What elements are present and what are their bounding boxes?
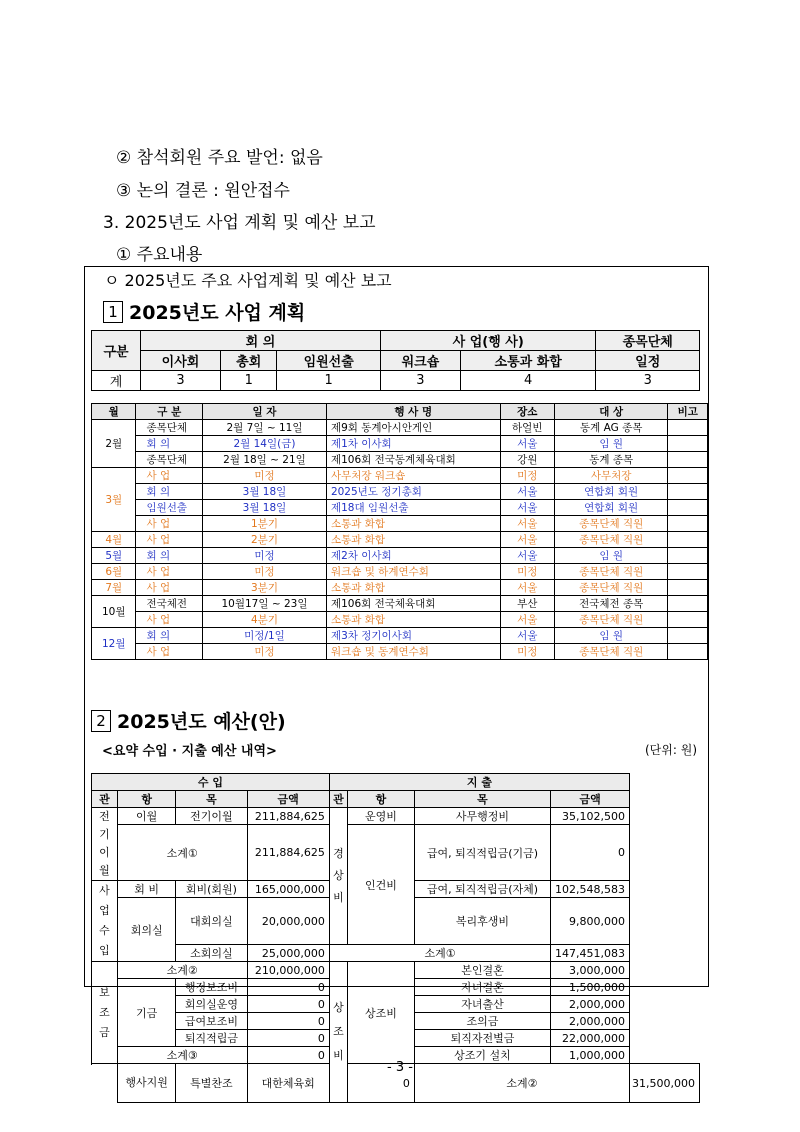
hang-iwol: 이월 <box>117 808 175 825</box>
amount: 0 <box>348 1064 415 1103</box>
schedule-row <box>92 484 708 500</box>
schedule-date: 3분기 <box>203 580 327 596</box>
schedule-row <box>92 596 708 612</box>
schedule-date: 2월 14일(금) <box>203 436 327 452</box>
schedule-header: 행 사 명 <box>326 404 500 420</box>
amount: 165,000,000 <box>247 881 329 898</box>
schedule-name: 제3차 정기이사회 <box>326 628 500 644</box>
schedule-note <box>668 532 708 548</box>
budget-table <box>91 773 700 1103</box>
month-cell: 4월 <box>92 532 136 548</box>
hang-teukbyeol: 특별찬조 <box>176 1064 247 1103</box>
schedule-target: 종목단체 직원 <box>554 580 668 596</box>
schedule-note <box>668 436 708 452</box>
month-cell: 3월 <box>92 468 136 532</box>
amount: 35,102,500 <box>551 808 630 825</box>
gwan-sangjo: 상조비 <box>329 962 347 1103</box>
schedule-place: 하얼빈 <box>500 420 554 436</box>
schedule-name: 소통과 화합 <box>326 516 500 532</box>
schedule-place: 서울 <box>500 532 554 548</box>
schedule-date: 2월 18일 ~ 21일 <box>203 452 327 468</box>
mok-daehoe: 대회의실 <box>176 898 247 945</box>
schedule-name: 제2차 이사회 <box>326 548 500 564</box>
schedule-place: 미정 <box>500 468 554 484</box>
col-hang: 항 <box>348 791 415 808</box>
hang-ingeon: 인건비 <box>348 825 415 945</box>
amount: 0 <box>551 825 630 881</box>
schedule-name: 사무처장 워크숍 <box>326 468 500 484</box>
mok-janyeo-g: 자녀결혼 <box>414 979 550 996</box>
schedule-target: 연합회 회원 <box>554 500 668 516</box>
month-cell: 7월 <box>92 580 136 596</box>
gwan-gyeongsang: 경상비 <box>329 808 347 945</box>
schedule-row <box>92 500 708 516</box>
schedule-table <box>91 403 708 660</box>
schedule-note <box>668 564 708 580</box>
schedule-header: 대 상 <box>554 404 668 420</box>
mok-geup-gigeum: 급여, 퇴직적립금(기금) <box>414 825 550 881</box>
schedule-place: 미정 <box>500 564 554 580</box>
attendee-remarks: ② 참석회원 주요 발언: 없음 <box>116 148 323 168</box>
schedule-name: 제1차 이사회 <box>326 436 500 452</box>
mok-hoeuisil-un: 회의실운영 <box>176 996 247 1013</box>
schedule-date: 10월17일 ~ 23일 <box>203 596 327 612</box>
amount: 1,000,000 <box>551 1047 630 1064</box>
schedule-date: 4분기 <box>203 612 327 628</box>
schedule-type: 사 업 <box>136 532 203 548</box>
schedule-place: 서울 <box>500 548 554 564</box>
schedule-name: 소통과 화합 <box>326 612 500 628</box>
mok-sangjogi: 상조기 설치 <box>414 1047 550 1064</box>
amount: 0 <box>247 996 329 1013</box>
schedule-type: 종목단체 <box>136 420 203 436</box>
section1-number: 1 <box>103 301 123 323</box>
sub-header: 임원선출 <box>277 351 381 371</box>
amount: 0 <box>247 1030 329 1047</box>
schedule-type: 사 업 <box>136 612 203 628</box>
mok-bokri: 복리후생비 <box>414 898 550 945</box>
schedule-type: 회 의 <box>136 436 203 452</box>
schedule-row <box>92 628 708 644</box>
schedule-note <box>668 420 708 436</box>
schedule-date: 2월 7일 ~ 11일 <box>203 420 327 436</box>
schedule-row <box>92 612 708 628</box>
schedule-row <box>92 644 708 660</box>
schedule-target: 임 원 <box>554 548 668 564</box>
schedule-type: 사 업 <box>136 468 203 484</box>
schedule-header: 구 분 <box>136 404 203 420</box>
expense-subtotal: 소계① <box>329 945 550 962</box>
schedule-type: 사 업 <box>136 580 203 596</box>
schedule-row <box>92 532 708 548</box>
budget-summary-title: <요약 수입 · 지출 예산 내역> <box>102 744 277 759</box>
amount: 0 <box>247 1013 329 1030</box>
schedule-note <box>668 516 708 532</box>
agenda-heading: 3. 2025년도 사업 계획 및 예산 보고 <box>103 213 376 233</box>
mok-samu: 사무행정비 <box>414 808 550 825</box>
month-cell: 12월 <box>92 628 136 660</box>
total-value: 3 <box>141 371 221 391</box>
schedule-note <box>668 580 708 596</box>
schedule-place: 서울 <box>500 484 554 500</box>
schedule-place: 서울 <box>500 500 554 516</box>
month-cell: 6월 <box>92 564 136 580</box>
business-summary-table <box>91 330 700 391</box>
col-mok: 목 <box>414 791 550 808</box>
schedule-note <box>668 468 708 484</box>
schedule-note <box>668 548 708 564</box>
schedule-date: 3월 18일 <box>203 500 327 516</box>
section1-heading <box>103 298 305 325</box>
schedule-row <box>92 452 708 468</box>
hang-unyeong: 운영비 <box>348 808 415 825</box>
sub-header: 소통과 화합 <box>460 351 596 371</box>
sub-header: 총회 <box>220 351 276 371</box>
meeting-header: 회 의 <box>141 331 381 351</box>
schedule-date: 미정 <box>203 548 327 564</box>
schedule-note <box>668 452 708 468</box>
gubun-header: 구분 <box>92 331 141 371</box>
section2-number: 2 <box>91 710 111 732</box>
amount: 211,884,625 <box>247 808 329 825</box>
schedule-row <box>92 420 708 436</box>
subtotal: 소계① <box>117 825 247 881</box>
col-hang: 항 <box>117 791 175 808</box>
mok-daehan: 대한체육회 <box>247 1064 329 1103</box>
amount: 102,548,583 <box>551 881 630 898</box>
amount: 1,500,000 <box>551 979 630 996</box>
schedule-target: 연합회 회원 <box>554 484 668 500</box>
schedule-target: 전국체전 종목 <box>554 596 668 612</box>
amount: 210,000,000 <box>247 962 329 979</box>
gwan-bojo: 보조금 <box>92 962 118 1064</box>
schedule-type: 임원선출 <box>136 500 203 516</box>
hang-hoebi: 회 비 <box>117 881 175 898</box>
schedule-name: 제18대 임원선출 <box>326 500 500 516</box>
schedule-date: 미정/1일 <box>203 628 327 644</box>
schedule-place: 서울 <box>500 436 554 452</box>
schedule-type: 회 의 <box>136 484 203 500</box>
amount: 31,500,000 <box>630 1064 700 1103</box>
schedule-row <box>92 516 708 532</box>
schedule-note <box>668 644 708 660</box>
col-gwan: 관 <box>92 791 118 808</box>
section2-heading <box>91 707 286 734</box>
col-mok: 목 <box>176 791 247 808</box>
schedule-date: 3월 18일 <box>203 484 327 500</box>
mok-toejik: 퇴직적립금 <box>176 1030 247 1047</box>
month-cell: 5월 <box>92 548 136 564</box>
gwan-saeop: 사업수입 <box>92 881 118 962</box>
schedule-row <box>92 580 708 596</box>
schedule-type: 회 의 <box>136 628 203 644</box>
amount: 2,000,000 <box>551 996 630 1013</box>
mok-hoebi: 회비(회원) <box>176 881 247 898</box>
total-label: 계 <box>92 371 141 391</box>
page-number: - 3 - <box>387 1060 413 1075</box>
schedule-place: 서울 <box>500 516 554 532</box>
schedule-name: 2025년도 정기총회 <box>326 484 500 500</box>
schedule-target: 동계 AG 종목 <box>554 420 668 436</box>
schedule-type: 사 업 <box>136 564 203 580</box>
schedule-place: 강원 <box>500 452 554 468</box>
schedule-place: 미정 <box>500 644 554 660</box>
amount: 9,800,000 <box>551 898 630 945</box>
gwan-jeongi: 전기이월 <box>92 808 118 881</box>
schedule-target: 종목단체 직원 <box>554 612 668 628</box>
amount: 20,000,000 <box>247 898 329 945</box>
total-value: 1 <box>220 371 276 391</box>
schedule-target: 종목단체 직원 <box>554 564 668 580</box>
schedule-note <box>668 500 708 516</box>
total-value: 3 <box>380 371 460 391</box>
expense-subtotal: 소계② <box>414 1064 629 1103</box>
schedule-target: 동계 종목 <box>554 452 668 468</box>
mok-bonin: 본인결혼 <box>414 962 550 979</box>
schedule-name: 워크숍 및 하계연수회 <box>326 564 500 580</box>
hang-gigeum: 기금 <box>117 979 175 1047</box>
amount: 0 <box>247 1047 329 1064</box>
hang-hoeuisil: 회의실 <box>117 898 175 962</box>
unit-label: (단위: 원) <box>645 743 697 757</box>
mok-joui: 조의금 <box>414 1013 550 1030</box>
mok-haengjeong: 행정보조비 <box>176 979 247 996</box>
col-amount: 금액 <box>551 791 630 808</box>
schedule-place: 서울 <box>500 580 554 596</box>
schedule-type: 전국체전 <box>136 596 203 612</box>
total-value: 4 <box>460 371 596 391</box>
amount: 211,884,625 <box>247 825 329 881</box>
schedule-type: 사 업 <box>136 644 203 660</box>
schedule-type: 사 업 <box>136 516 203 532</box>
mok-sohoe: 소회의실 <box>176 945 247 962</box>
gwan-haengsa: 행사지원 <box>117 1064 175 1103</box>
month-cell: 2월 <box>92 420 136 468</box>
schedule-place: 서울 <box>500 628 554 644</box>
mok-jeongi: 전기이월 <box>176 808 247 825</box>
amount: 3,000,000 <box>551 962 630 979</box>
mok-geupyeo: 급여보조비 <box>176 1013 247 1030</box>
schedule-type: 종목단체 <box>136 452 203 468</box>
schedule-type: 회 의 <box>136 548 203 564</box>
sub-header: 이사회 <box>141 351 221 371</box>
schedule-header: 월 <box>92 404 136 420</box>
schedule-date: 2분기 <box>203 532 327 548</box>
schedule-target: 종목단체 직원 <box>554 644 668 660</box>
discussion-result: ③ 논의 결론 : 원안접수 <box>116 181 290 201</box>
schedule-name: 제106회 전국체육대회 <box>326 596 500 612</box>
schedule-target: 종목단체 직원 <box>554 532 668 548</box>
subtotal: 소계② <box>117 962 247 979</box>
amount: 2,000,000 <box>551 1013 630 1030</box>
schedule-date: 미정 <box>203 644 327 660</box>
schedule-note <box>668 596 708 612</box>
schedule-target: 임 원 <box>554 628 668 644</box>
schedule-target: 임 원 <box>554 436 668 452</box>
event-header: 종목단체 <box>596 331 700 351</box>
box-title: ㅇ 2025년도 주요 사업계획 및 예산 보고 <box>104 271 392 290</box>
mok-janyeo-c: 자녀출산 <box>414 996 550 1013</box>
col-gwan: 관 <box>329 791 347 808</box>
schedule-row <box>92 564 708 580</box>
expense-header: 지 출 <box>329 774 629 791</box>
schedule-date: 미정 <box>203 468 327 484</box>
business-header: 사 업(행 사) <box>380 331 596 351</box>
month-cell: 10월 <box>92 596 136 628</box>
schedule-row <box>92 548 708 564</box>
section1-title: 2025년도 사업 계획 <box>129 302 306 324</box>
mok-toejik-jeon: 퇴직자전별금 <box>414 1030 550 1047</box>
schedule-name: 워크숍 및 동계연수회 <box>326 644 500 660</box>
total-value: 3 <box>596 371 700 391</box>
schedule-row <box>92 436 708 452</box>
sub-header: 워크숍 <box>380 351 460 371</box>
schedule-place: 서울 <box>500 612 554 628</box>
schedule-place: 부산 <box>500 596 554 612</box>
schedule-note <box>668 612 708 628</box>
schedule-note <box>668 628 708 644</box>
total-value: 1 <box>277 371 381 391</box>
schedule-header: 비고 <box>668 404 708 420</box>
schedule-header: 일 자 <box>203 404 327 420</box>
amount: 22,000,000 <box>551 1030 630 1047</box>
main-content-label: ① 주요내용 <box>116 245 203 265</box>
schedule-header: 장소 <box>500 404 554 420</box>
subtotal: 소계③ <box>117 1047 247 1064</box>
schedule-target: 종목단체 직원 <box>554 516 668 532</box>
income-header: 수 입 <box>92 774 330 791</box>
schedule-name: 소통과 화합 <box>326 532 500 548</box>
schedule-name: 제106회 전국동계체육대회 <box>326 452 500 468</box>
schedule-name: 소통과 화합 <box>326 580 500 596</box>
schedule-date: 미정 <box>203 564 327 580</box>
hang-sangjobi: 상조비 <box>348 962 415 1064</box>
section2-title: 2025년도 예산(안) <box>117 711 286 733</box>
sub-header: 일정 <box>596 351 700 371</box>
amount: 147,451,083 <box>551 945 630 962</box>
amount: 0 <box>247 979 329 996</box>
schedule-note <box>668 484 708 500</box>
schedule-name: 제9회 동계아시안게인 <box>326 420 500 436</box>
mok-geup-jache: 급여, 퇴직적립금(자체) <box>414 881 550 898</box>
schedule-target: 사무처장 <box>554 468 668 484</box>
col-amount: 금액 <box>247 791 329 808</box>
amount: 25,000,000 <box>247 945 329 962</box>
schedule-row <box>92 468 708 484</box>
schedule-date: 1분기 <box>203 516 327 532</box>
